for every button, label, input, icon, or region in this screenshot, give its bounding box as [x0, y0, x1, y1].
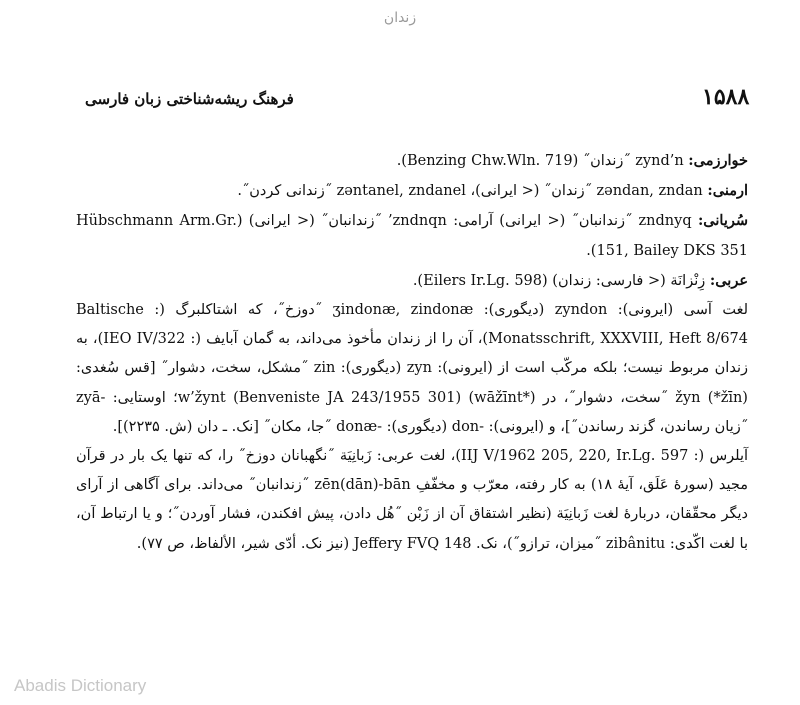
dictionary-entry-body — [76, 146, 748, 559]
entry-khwarezmian — [76, 146, 748, 176]
entry-text: zǝndan, zndan ˝زندان˝ (< ایرانی)، zǝntanel, zndanel ˝زندانی کردن˝. — [237, 183, 708, 200]
entry-armenian — [76, 176, 748, 206]
entry-eilers — [76, 442, 748, 559]
page-number: ۱۵۸۸ — [702, 84, 750, 110]
language-label: خوارزمی: — [688, 152, 748, 169]
entry-text: zynd’n ˝زندان˝ (Benzing Chw.Wln. 719). — [396, 153, 689, 169]
entry-arabic — [76, 266, 748, 296]
entry-ossetic — [76, 296, 748, 442]
entry-text: لغت آسی (ایرونی): zyndon (دیگوری): ʒindonæ, zindonæ ˝دوزخ˝، که اشتاکلبرگ (: Baltische Monatsschrift, XXXVIII, Heft 8/674)، آن را از زندان مأخوذ می‌داند، به گمان آبایف (: IEO IV/322)، به زندان مربوط نیست؛ بلکه مرکّب است از (ایرونی): zyn (دیگوری): zin ˝مشکل، سخت، دشوار˝ [قس سُغدی: žyn (*žīn) ˝سخت، دشوار˝، در (*wāžīnt) w’žynt (Benveniste JA 243/1955 301)؛ اوستایی: -zyā ˝زیان رساندن، گزند رساندن˝]، و (ایرونی): -don (دیگوری): -donæ ˝جا، مکان˝ [نک. ـ دان (ش. ۲۲۳۵)]. — [76, 302, 748, 435]
entry-text: زِنْزانَة (< فارسی: زندان) (Eilers Ir.Lg. 598). — [412, 272, 710, 289]
language-label: عربی: — [709, 271, 748, 289]
entry-syriac — [76, 206, 748, 265]
site-title: زندان — [383, 10, 417, 26]
watermark: Abadis Dictionary — [14, 676, 147, 695]
language-label: ارمنی: — [707, 182, 748, 200]
language-label: سُریانی: — [697, 212, 749, 230]
entry-text: zndnyq ˝زندانبان˝ (< ایرانی) آرامی: zndnqn’ ˝زندانبان˝ (< ایرانی) (Hübschmann Arm.Gr. 151, Bailey DKS 351). — [76, 213, 748, 259]
entry-text: آیلرس (: IIJ V/1962 205, 220, Ir.Lg. 597)، لغت عربی: زَبانِیَة ˝نگهبانان دوزخ˝ را، که تنها یک بار در قرآن مجید (سورهٔ عَلَق، آیهٔ ۱۸) به کار رفته، معرّب و مخفّفِ zēn(dān)-bān ˝زندانبان˝ می‌داند. برای آگاهی از آرای دیگر محقّقان، دربارهٔ لغت زَبانِیَة (نظیر اشتقاق آن از زَبْن ˝هُل دادن، پیش افکندن، فشار آوردن˝؛ و یا ارتباط آن، با لغت اکّدی: zibânitu ˝میزان، ترازو˝)، نک. Jeffery FVQ 148 (نیز نک. أدّی شیر، الألفاظ، ص ۷۷). — [76, 448, 749, 552]
running-head: فرهنگ ریشه‌شناختی زبان فارسی — [85, 90, 294, 108]
